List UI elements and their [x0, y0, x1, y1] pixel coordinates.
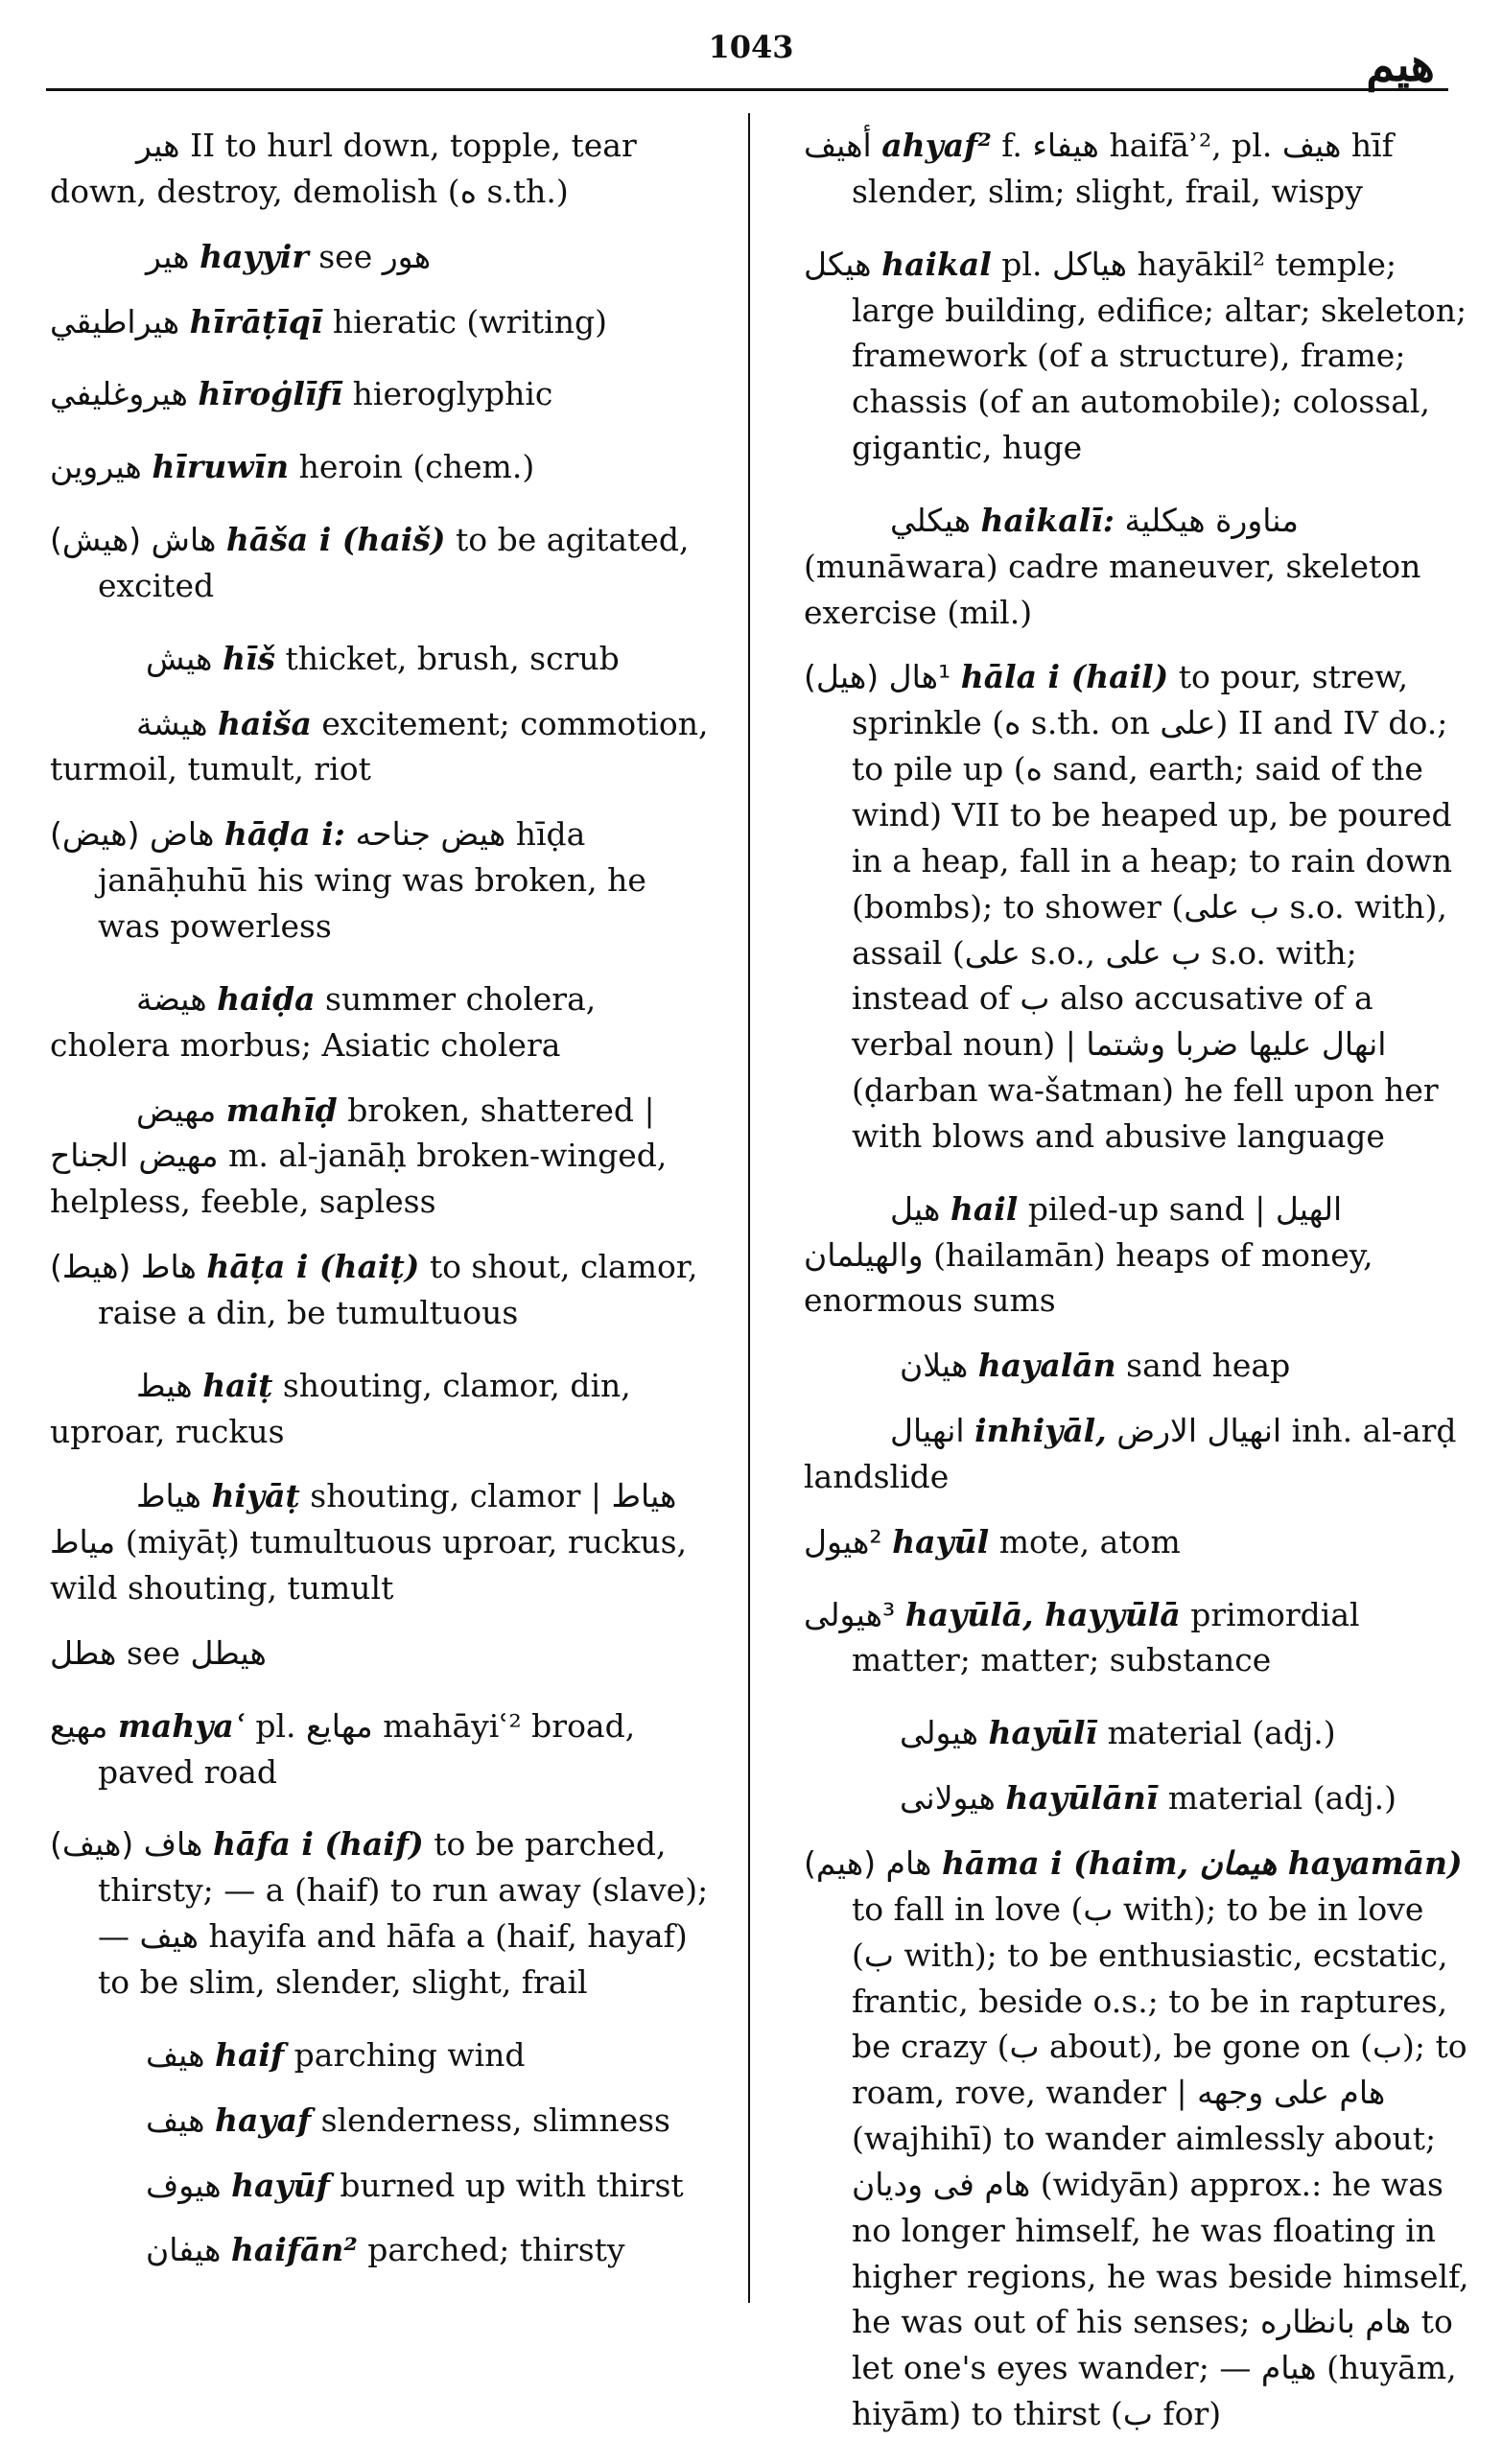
definition: to fall in love (ب with); to be in love (ب with); to be enthusiastic, ecstatic, frantic, beside o.s.; to be in raptures, be crazy (ب about), be gone on (ب); to roam, rove, wander | هام على وجهه (wajhihī) to wander aimlessly about; هام فى وديان (widyān) approx.: he was no longer himself, he was floating in higher regions, he was beside himself, he was out of his senses; هام بانظاره to let one's eyes wander; — هيام (huyām, hiyām) to thirst (ب for): [852, 1889, 1469, 2433]
headword-transliteration: hayalān: [977, 1347, 1116, 1385]
definition: summer cholera, cholera morbus; Asiatic cholera: [50, 979, 597, 1064]
headword-arabic: هام (هيم): [804, 1844, 932, 1882]
headword-transliteration: inhiyāl,: [974, 1412, 1107, 1450]
headword-arabic: هيراطيقي: [50, 302, 180, 340]
dictionary-entry: [804, 654, 1470, 1159]
headword-arabic: هيكل: [804, 245, 872, 283]
definition: parched; thirsty: [367, 2231, 625, 2269]
headword-arabic: هيضة: [136, 979, 207, 1018]
headword-arabic: هيلان: [900, 1347, 969, 1385]
definition: to be parched, thirsty; — a (haif) to run away (slave); — هيف hayifa and hāfa a (haif, hayaf) to be slim, slender, slight, frail: [98, 1825, 709, 2001]
headword-transliteration: hayaf: [215, 2100, 312, 2139]
headword-transliteration: hīroġlīfī: [198, 375, 343, 413]
dictionary-entry: [50, 123, 716, 215]
definition: hieroglyphic: [352, 375, 553, 413]
definition: to shout, clamor, raise a din, be tumultuous: [98, 1248, 698, 1331]
definition: f. هيفاء haifāʾ², pl. هيف hīf slender, slim; slight, frail, wispy: [852, 127, 1394, 210]
dictionary-entry: [50, 1703, 716, 1795]
headword-transliteration: haikal: [881, 245, 992, 283]
headword-transliteration: mahyaʿ: [117, 1706, 246, 1745]
definition: II to hurl down, topple, tear down, destroy, demolish (ه s.th.): [50, 127, 637, 210]
definition: material (adj.): [1167, 1779, 1396, 1818]
headword-transliteration: haifān²: [230, 2231, 358, 2269]
dictionary-entry: [804, 242, 1470, 471]
definition: broken, shattered | مهيض الجناح m. al-janāḥ broken-winged, helpless, feeble, sapless: [50, 1091, 668, 1221]
definition: shouting, clamor | هياط مياط (miyāṭ) tumultuous uproar, ruckus, wild shouting, tumult: [50, 1477, 688, 1607]
headword-transliteration: hayyir: [199, 237, 309, 275]
definition: excitement; commotion, turmoil, tumult, riot: [50, 704, 709, 788]
headword-transliteration: hāla i (hail): [960, 658, 1169, 696]
headword-arabic: انهيال: [890, 1412, 965, 1450]
definition: parching wind: [293, 2035, 526, 2074]
dictionary-entry: [50, 2098, 716, 2144]
dictionary-entry: [50, 234, 716, 280]
left-column: [50, 123, 716, 2292]
definition: heroin (chem.): [298, 448, 535, 486]
headword-arabic: هيط: [136, 1366, 193, 1404]
headword-arabic: هاش (هيش): [50, 521, 217, 559]
headword-transliteration: haiṭ: [202, 1366, 273, 1404]
dictionary-entry: [804, 123, 1470, 215]
headword-transliteration: hayūlī: [988, 1714, 1098, 1752]
definition: pl. مهايع mahāyiʿ² broad, paved road: [98, 1706, 636, 1791]
definition: material (adj.): [1107, 1714, 1336, 1752]
headword-transliteration: haikalī:: [980, 501, 1115, 539]
headword-transliteration: hayūlānī: [1005, 1779, 1159, 1818]
headword-transliteration: hayūlā, hayyūlā: [904, 1595, 1181, 1633]
definition: hieratic (writing): [332, 302, 607, 340]
definition: to pour, strew, sprinkle (ه s.th. on على) II and IV do.; to pile up (ه sand, earth; said of the wind) VII to be heaped up, be poured in a heap, fall in a heap; to rain down (bombs); to shower (ب على s.o. with), assail (على s.o., ب على s.o. with; instead of ب also accusative of a verbal noun) | انهال عليها ضربا وشتما (ḍarban wa-šatman) he fell upon her with blows and abusive language: [852, 658, 1453, 1155]
headword-transliteration: haiša: [218, 704, 312, 742]
headword-transliteration: hāma i (haim, هيمان hayamān): [941, 1844, 1463, 1882]
dictionary-entry: [50, 1363, 716, 1455]
dictionary-entry: [804, 498, 1470, 636]
headword-arabic: هاف (هيف): [50, 1825, 203, 1864]
dictionary-entry: [50, 2163, 716, 2209]
definition: shouting, clamor, din, uproar, ruckus: [50, 1366, 631, 1450]
running-head: هيم: [1366, 38, 1435, 92]
dictionary-entry: [50, 299, 716, 345]
dictionary-entry: [804, 1775, 1470, 1821]
dictionary-entry: [804, 1408, 1470, 1500]
definition: thicket, brush, scrub: [285, 639, 620, 677]
dictionary-entry: [804, 1519, 1470, 1565]
headword-arabic: أهيف: [804, 127, 872, 164]
headword-arabic: هيش: [146, 639, 213, 677]
definition: mote, atom: [998, 1522, 1181, 1561]
headword-transliteration: hīrāṭīqī: [189, 302, 323, 340]
headword-transliteration: hāfa i (haif): [212, 1825, 424, 1864]
headword-arabic: هاض (هيض): [50, 815, 215, 854]
definition: sand heap: [1126, 1347, 1291, 1385]
headword-arabic: هير: [136, 127, 180, 164]
headword-transliteration: haif: [215, 2035, 285, 2074]
headword-transliteration: mahīḍ: [225, 1091, 338, 1129]
definition: مناورة هيكلية (munāwara) cadre maneuver, skeleton exercise (mil.): [804, 501, 1421, 631]
header-rule: [46, 88, 1448, 91]
right-column: [804, 123, 1470, 2464]
headword-transliteration: ahyaf²: [881, 127, 992, 164]
definition: burned up with thirst: [340, 2166, 684, 2204]
headword-arabic: هيولانى: [900, 1779, 996, 1818]
dictionary-entry: [50, 636, 716, 682]
definition: هيض جناحه hīḍa janāḥuhū his wing was broken, he was powerless: [98, 815, 646, 945]
dictionary-entry: [50, 2227, 716, 2273]
definition: slenderness, slimness: [320, 2100, 670, 2139]
definition: pl. هياكل hayākil² temple; large building, edifice; altar; skeleton; framework (of a structure), frame; chassis (of an automobile); colossal, gigantic, huge: [852, 245, 1467, 467]
dictionary-entry: [50, 1473, 716, 1611]
headword-arabic: ³هيولى: [804, 1595, 896, 1633]
dictionary-entry: [50, 811, 716, 950]
definition: see هيطل: [126, 1633, 267, 1672]
headword-arabic: ¹هال (هيل): [804, 658, 951, 696]
headword-arabic: مهيض: [136, 1091, 217, 1129]
definition: to be agitated, excited: [98, 521, 690, 604]
headword-arabic: هيكلي: [890, 501, 972, 539]
dictionary-entry: [50, 1244, 716, 1336]
headword-arabic: هيل: [890, 1189, 941, 1228]
headword-transliteration: hīš: [222, 639, 276, 677]
dictionary-entry: [804, 1343, 1470, 1389]
headword-arabic: ²هيول: [804, 1522, 882, 1561]
column-divider: [748, 113, 750, 2303]
headword-arabic: هياط: [136, 1477, 201, 1515]
definition: primordial matter; matter; substance: [852, 1595, 1360, 1679]
headword-transliteration: hail: [950, 1189, 1019, 1228]
headword-arabic: هاط (هيط): [50, 1248, 197, 1286]
dictionary-entry: [804, 1841, 1470, 2437]
headword-transliteration: hayūf: [231, 2166, 330, 2204]
headword-transliteration: hiyāṭ: [211, 1477, 300, 1515]
headword-arabic: هيفان: [146, 2231, 222, 2269]
headword-arabic: هيشة: [136, 704, 208, 742]
headword-transliteration: hīruwīn: [152, 448, 290, 486]
headword-arabic: هيوف: [146, 2166, 222, 2204]
headword-arabic: هيف: [146, 2100, 205, 2139]
headword-arabic: هيف: [146, 2035, 205, 2074]
headword-arabic: هطل: [50, 1633, 117, 1672]
headword-transliteration: hāḍa i:: [223, 815, 345, 854]
dictionary-entry: [804, 1186, 1470, 1325]
definition: see هور: [318, 237, 432, 275]
headword-arabic: هيروين: [50, 448, 142, 486]
dictionary-entry: [50, 2032, 716, 2078]
headword-transliteration: hāṭa i (haiṭ): [206, 1248, 420, 1286]
headword-transliteration: hāša i (haiš): [225, 521, 446, 559]
page-number: 1043: [708, 29, 794, 65]
headword-arabic: هير: [146, 237, 190, 275]
dictionary-entry: [50, 517, 716, 609]
dictionary-entry: [50, 701, 716, 793]
dictionary-entry: [50, 976, 716, 1068]
dictionary-entry: [50, 1088, 716, 1226]
definition: piled-up sand | الهيل والهيلمان (hailamān) heaps of money, enormous sums: [804, 1189, 1373, 1320]
dictionary-entry: [50, 444, 716, 490]
definition: انهيال الارض inh. al-arḍ landslide: [804, 1412, 1457, 1495]
dictionary-entry: [50, 1821, 716, 2005]
headword-transliteration: hayūl: [892, 1522, 990, 1561]
headword-arabic: هيروغليفي: [50, 375, 188, 413]
headword-arabic: هيولى: [900, 1714, 978, 1752]
dictionary-entry: [804, 1592, 1470, 1684]
headword-transliteration: haiḍa: [217, 979, 316, 1018]
dictionary-entry: [804, 1710, 1470, 1756]
dictionary-entry: [50, 1631, 716, 1677]
dictionary-entry: [50, 371, 716, 417]
headword-arabic: مهيع: [50, 1706, 108, 1745]
